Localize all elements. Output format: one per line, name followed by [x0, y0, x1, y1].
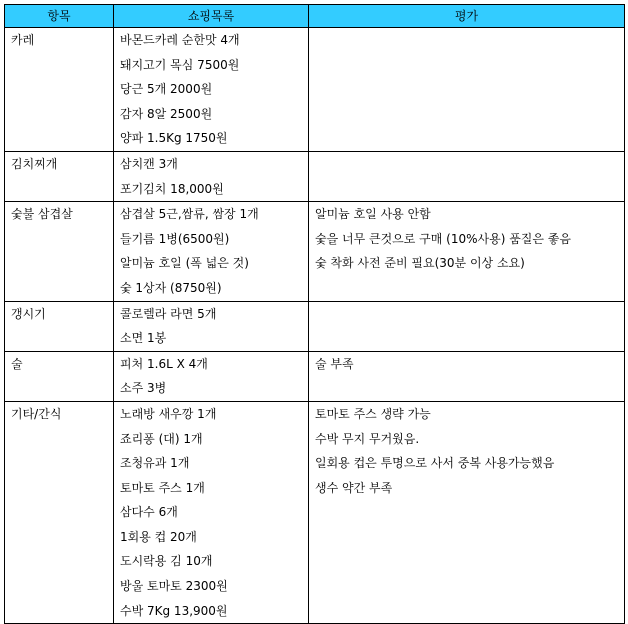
evaluation-note: 숯 착화 사전 준비 필요(30분 이상 소요) — [315, 256, 525, 271]
category-label: 기타/간식 — [11, 406, 62, 421]
table-row — [5, 351, 625, 401]
shopping-table — [4, 4, 625, 624]
category-label: 술 — [11, 356, 23, 371]
evaluation-cell — [309, 401, 625, 623]
shopping-item: 소주 3병 — [120, 381, 167, 396]
shopping-item: 죠리퐁 (대) 1개 — [120, 431, 203, 446]
evaluation-note: 숯을 너무 큰것으로 구매 (10%사용) 품질은 좋음 — [315, 231, 571, 246]
evaluation-cell — [309, 151, 625, 201]
shopping-item: 조청유과 1개 — [120, 456, 190, 471]
shopping-item: 삼치캔 3개 — [120, 156, 178, 171]
table-row — [5, 28, 625, 152]
shopping-item: 당근 5개 2000원 — [120, 82, 213, 97]
shopping-item: 바몬드카레 순한맛 4개 — [120, 33, 240, 47]
category-label: 갱시기 — [11, 306, 46, 321]
category-cell — [5, 301, 114, 351]
shopping-item: 수박 7Kg 13,900원 — [120, 603, 228, 618]
header-shopping-list: 쇼핑목록 — [114, 5, 309, 28]
evaluation-note: 생수 약간 부족 — [315, 480, 393, 495]
category-cell — [5, 151, 114, 201]
shopping-item: 콜로렐라 라면 5개 — [120, 306, 217, 321]
shopping-items-cell — [114, 151, 309, 201]
shopping-item: 들기름 1병(6500원) — [120, 231, 230, 246]
shopping-item: 삼다수 6개 — [120, 505, 178, 520]
shopping-item: 삼겹살 5근,쌈류, 쌈장 1개 — [120, 207, 259, 222]
table-row — [5, 401, 625, 623]
table-row — [5, 151, 625, 201]
shopping-item: 토마토 주스 1개 — [120, 480, 205, 495]
shopping-items-cell — [114, 202, 309, 301]
header-row — [5, 5, 625, 28]
shopping-item: 숯 1상자 (8750원) — [120, 280, 222, 295]
shopping-item: 감자 8알 2500원 — [120, 106, 213, 121]
category-cell — [5, 28, 114, 152]
evaluation-note: 알미늄 호일 사용 안함 — [315, 207, 431, 222]
evaluation-note: 토마토 주스 생략 가능 — [315, 406, 431, 421]
category-cell — [5, 202, 114, 301]
shopping-items-cell — [114, 401, 309, 623]
header-evaluation: 평가 — [309, 5, 625, 28]
shopping-item: 방울 토마토 2300원 — [120, 579, 228, 594]
evaluation-cell — [309, 202, 625, 301]
evaluation-note: 술 부족 — [315, 356, 354, 371]
evaluation-note: 수박 무지 무거웠음. — [315, 431, 420, 446]
shopping-item: 돼지고기 목심 7500원 — [120, 57, 240, 72]
category-label: 김치찌개 — [11, 156, 58, 171]
header-category: 항목 — [5, 5, 114, 28]
shopping-item: 포기김치 18,000원 — [120, 181, 224, 196]
category-label: 카레 — [11, 33, 35, 47]
shopping-item: 양파 1.5Kg 1750원 — [120, 131, 228, 146]
shopping-items-cell — [114, 28, 309, 152]
shopping-items-cell — [114, 351, 309, 401]
shopping-item: 피처 1.6L X 4개 — [120, 356, 208, 371]
evaluation-cell — [309, 351, 625, 401]
table-body — [5, 28, 625, 624]
table-row — [5, 301, 625, 351]
shopping-table-wrapper — [4, 4, 625, 624]
shopping-item: 소면 1봉 — [120, 331, 167, 346]
shopping-item: 노래방 새우깡 1개 — [120, 406, 217, 421]
table-row — [5, 202, 625, 301]
category-label: 숯불 삼겹살 — [11, 207, 73, 222]
shopping-items-cell — [114, 301, 309, 351]
evaluation-cell — [309, 28, 625, 152]
shopping-item: 도시락용 김 10개 — [120, 554, 213, 569]
shopping-item: 알미늄 호일 (폭 넓은 것) — [120, 256, 249, 271]
evaluation-note: 일회용 컵은 투명으로 사서 중복 사용가능했음 — [315, 456, 555, 471]
category-cell — [5, 401, 114, 623]
evaluation-cell — [309, 301, 625, 351]
shopping-item: 1회용 컵 20개 — [120, 529, 197, 544]
category-cell — [5, 351, 114, 401]
